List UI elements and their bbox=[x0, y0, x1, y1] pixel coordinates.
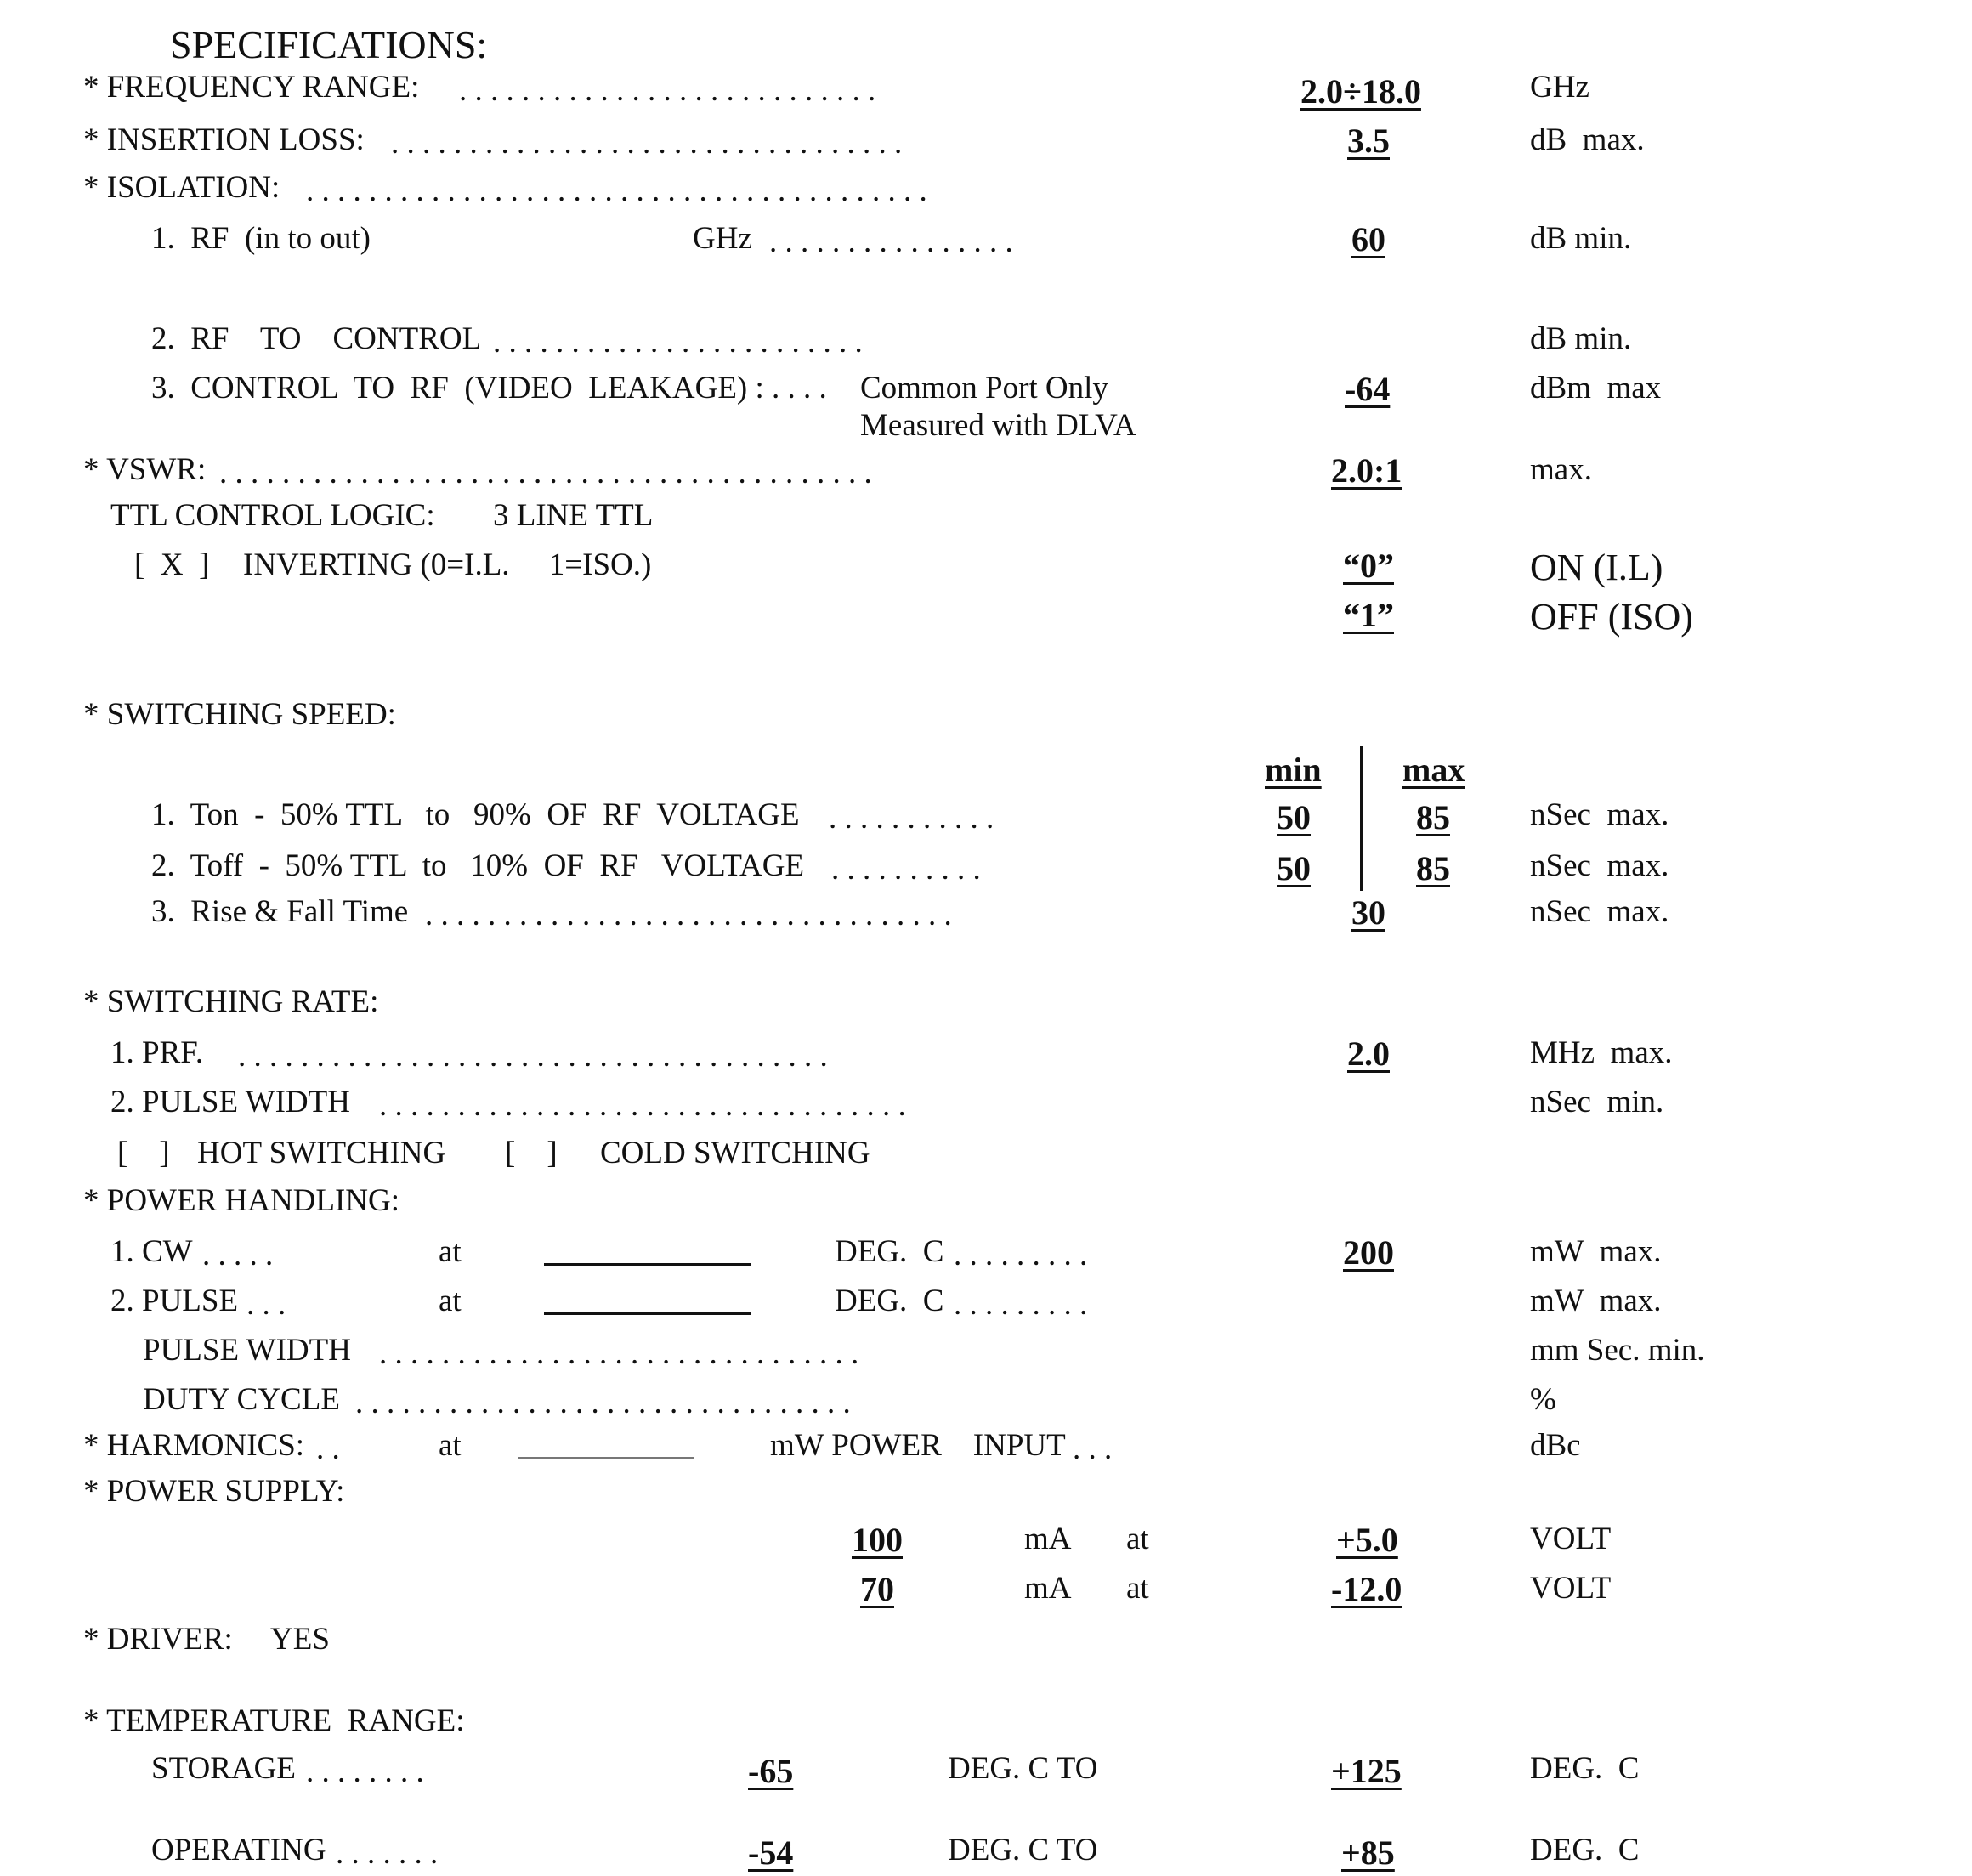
pulse-leader: . . . bbox=[246, 1287, 286, 1322]
duty-cycle-unit: % bbox=[1530, 1382, 1556, 1417]
operating-max: +85 bbox=[1341, 1833, 1395, 1872]
harmonics-at: at bbox=[439, 1428, 462, 1463]
cw-value: 200 bbox=[1343, 1233, 1394, 1272]
prf-label: 1. PRF. bbox=[110, 1035, 204, 1070]
hot-switching-label: HOT SWITCHING bbox=[197, 1136, 446, 1170]
temperature-range-label: * TEMPERATURE RANGE: bbox=[83, 1703, 465, 1738]
toff-label: 2. Toff - 50% TTL to 10% OF RF VOLTAGE bbox=[151, 848, 805, 883]
switching-speed-label: * SWITCHING SPEED: bbox=[83, 697, 396, 732]
isolation-control-to-rf-note-1: Common Port Only bbox=[860, 371, 1108, 405]
isolation-control-to-rf-note-2: Measured with DLVA bbox=[860, 408, 1136, 443]
ton-min: 50 bbox=[1277, 798, 1311, 836]
frequency-range-label: * FREQUENCY RANGE: bbox=[83, 70, 420, 105]
driver-value: YES bbox=[270, 1622, 330, 1657]
prf-leader: . . . . . . . . . . . . . . . . . . . . . . . . . . . . . . . . . . . . . . bbox=[238, 1039, 828, 1074]
ttl-control-logic-label: TTL CONTROL LOGIC: bbox=[110, 498, 435, 533]
toff-max: 85 bbox=[1416, 849, 1450, 887]
driver-label: * DRIVER: bbox=[83, 1622, 233, 1657]
isolation-rf-to-control-label: 2. RF TO CONTROL bbox=[151, 321, 482, 356]
power-supply-at-2: at bbox=[1126, 1571, 1149, 1606]
vswr-leader: . . . . . . . . . . . . . . . . . . . . . . . . . . . . . . . . . . . . . . . . . . bbox=[219, 456, 872, 490]
power-supply-voltage-2: -12.0 bbox=[1331, 1570, 1402, 1608]
pulse-label: 2. PULSE bbox=[110, 1284, 239, 1318]
switching-pulse-width-leader: . . . . . . . . . . . . . . . . . . . . . . . . . . . . . . . . . . bbox=[379, 1088, 906, 1123]
switching-rate-label: * SWITCHING RATE: bbox=[83, 984, 379, 1019]
cold-switching-checkbox: [ ] bbox=[505, 1136, 558, 1170]
power-pulse-width-leader: . . . . . . . . . . . . . . . . . . . . . . . . . . . . . . . bbox=[379, 1336, 859, 1371]
power-supply-unit-1: VOLT bbox=[1530, 1522, 1612, 1556]
isolation-control-to-rf-label: 3. CONTROL TO RF (VIDEO LEAKAGE) : . . . . bbox=[151, 371, 827, 405]
storage-min: -65 bbox=[748, 1752, 794, 1790]
insertion-loss-leader: . . . . . . . . . . . . . . . . . . . . . . . . . . . . . . . . . bbox=[391, 126, 903, 161]
ttl-one-state: OFF (ISO) bbox=[1530, 596, 1693, 638]
ttl-zero-value: “0” bbox=[1343, 547, 1394, 585]
power-pulse-width-label: PULSE WIDTH bbox=[143, 1333, 351, 1368]
rise-fall-value: 30 bbox=[1352, 893, 1386, 932]
rise-fall-leader: . . . . . . . . . . . . . . . . . . . . . . . . . . . . . . . . . . bbox=[425, 898, 952, 932]
harmonics-input-label: mW POWER INPUT bbox=[770, 1428, 1066, 1463]
ton-label: 1. Ton - 50% TTL to 90% OF RF VOLTAGE bbox=[151, 797, 800, 832]
isolation-rf-in-out-unit: dB min. bbox=[1530, 221, 1632, 256]
rise-fall-label: 3. Rise & Fall Time bbox=[151, 894, 409, 929]
isolation-label: * ISOLATION: bbox=[83, 170, 280, 205]
pulse-deg-leader: . . . . . . . . . bbox=[954, 1287, 1088, 1322]
power-handling-label: * POWER HANDLING: bbox=[83, 1183, 400, 1218]
harmonics-power-blank bbox=[518, 1457, 694, 1459]
storage-leader: . . . . . . . . bbox=[306, 1754, 424, 1789]
insertion-loss-value: 3.5 bbox=[1347, 122, 1390, 160]
duty-cycle-leader: . . . . . . . . . . . . . . . . . . . . . . . . . . . . . . . . bbox=[355, 1386, 851, 1420]
power-supply-voltage-1: +5.0 bbox=[1336, 1521, 1398, 1559]
insertion-loss-unit: dB max. bbox=[1530, 122, 1645, 157]
ttl-control-logic-value: 3 LINE TTL bbox=[493, 498, 654, 533]
cw-temperature-blank bbox=[544, 1263, 751, 1266]
power-supply-unit-2: VOLT bbox=[1530, 1571, 1612, 1606]
duty-cycle-label: DUTY CYCLE bbox=[143, 1382, 340, 1417]
power-supply-current-2: 70 bbox=[860, 1570, 894, 1608]
ton-leader: . . . . . . . . . . . bbox=[829, 801, 994, 836]
storage-label: STORAGE bbox=[151, 1751, 296, 1786]
hot-switching-checkbox: [ ] bbox=[117, 1136, 170, 1170]
storage-unit: DEG. C bbox=[1530, 1751, 1640, 1786]
harmonics-leader: . . bbox=[316, 1431, 340, 1466]
inverting-label: INVERTING (0=I.L. 1=ISO.) bbox=[243, 547, 652, 582]
isolation-rf-to-control-unit: dB min. bbox=[1530, 321, 1632, 356]
pulse-unit: mW max. bbox=[1530, 1284, 1662, 1318]
storage-max: +125 bbox=[1331, 1752, 1402, 1790]
isolation-rf-to-control-leader: . . . . . . . . . . . . . . . . . . . . . . . . bbox=[493, 325, 863, 360]
toff-unit: nSec max. bbox=[1530, 848, 1669, 883]
isolation-rf-in-out-value: 60 bbox=[1352, 220, 1386, 258]
page-title: SPECIFICATIONS: bbox=[170, 23, 488, 66]
ton-unit: nSec max. bbox=[1530, 797, 1669, 832]
ton-max: 85 bbox=[1416, 798, 1450, 836]
isolation-control-to-rf-unit: dBm max bbox=[1530, 371, 1662, 405]
switching-pulse-width-unit: nSec min. bbox=[1530, 1085, 1664, 1119]
operating-unit: DEG. C bbox=[1530, 1833, 1640, 1867]
harmonics-label: * HARMONICS: bbox=[83, 1428, 305, 1463]
toff-leader: . . . . . . . . . . bbox=[831, 852, 981, 887]
power-supply-current-1: 100 bbox=[852, 1521, 903, 1559]
power-supply-label: * POWER SUPPLY: bbox=[83, 1474, 345, 1509]
pulse-at: at bbox=[439, 1284, 462, 1318]
isolation-rf-in-out-label: 1. RF (in to out) bbox=[151, 221, 371, 256]
inverting-checkbox: [ X ] bbox=[134, 547, 210, 582]
prf-unit: MHz max. bbox=[1530, 1035, 1673, 1070]
min-max-divider bbox=[1360, 746, 1363, 891]
power-pulse-width-unit: mm Sec. min. bbox=[1530, 1333, 1705, 1368]
storage-to: DEG. C TO bbox=[948, 1751, 1098, 1786]
pulse-deg: DEG. C bbox=[835, 1284, 944, 1318]
frequency-range-unit: GHz bbox=[1530, 70, 1590, 105]
vswr-unit: max. bbox=[1530, 452, 1592, 487]
switching-pulse-width-label: 2. PULSE WIDTH bbox=[110, 1085, 350, 1119]
cw-leader: . . . . . bbox=[202, 1238, 274, 1272]
isolation-leader: . . . . . . . . . . . . . . . . . . . . . . . . . . . . . . . . . . . . . . . . bbox=[306, 173, 927, 208]
cw-deg-leader: . . . . . . . . . bbox=[954, 1238, 1088, 1272]
power-supply-at-1: at bbox=[1126, 1522, 1149, 1556]
insertion-loss-label: * INSERTION LOSS: bbox=[83, 122, 365, 157]
cw-deg: DEG. C bbox=[835, 1234, 944, 1269]
cold-switching-label: COLD SWITCHING bbox=[600, 1136, 870, 1170]
operating-leader: . . . . . . . bbox=[336, 1836, 439, 1871]
vswr-label: * VSWR: bbox=[83, 452, 207, 487]
cw-at: at bbox=[439, 1234, 462, 1269]
operating-min: -54 bbox=[748, 1833, 794, 1872]
operating-to: DEG. C TO bbox=[948, 1833, 1098, 1867]
ttl-one-value: “1” bbox=[1343, 596, 1394, 634]
isolation-control-to-rf-value: -64 bbox=[1345, 370, 1391, 408]
prf-value: 2.0 bbox=[1347, 1034, 1390, 1073]
switching-speed-max-header: max bbox=[1402, 751, 1465, 789]
toff-min: 50 bbox=[1277, 849, 1311, 887]
power-supply-ma-2: mA bbox=[1024, 1571, 1072, 1606]
cw-unit: mW max. bbox=[1530, 1234, 1662, 1269]
frequency-range-leader: . . . . . . . . . . . . . . . . . . . . . . . . . . . bbox=[459, 73, 876, 108]
harmonics-unit: dBc bbox=[1530, 1428, 1581, 1463]
power-supply-ma-1: mA bbox=[1024, 1522, 1072, 1556]
switching-speed-min-header: min bbox=[1265, 751, 1322, 789]
operating-label: OPERATING bbox=[151, 1833, 326, 1867]
harmonics-input-leader: . . . bbox=[1073, 1431, 1113, 1466]
ttl-zero-state: ON (I.L) bbox=[1530, 547, 1663, 588]
isolation-rf-in-out-leader: . . . . . . . . . . . . . . . . bbox=[769, 224, 1013, 259]
cw-label: 1. CW bbox=[110, 1234, 193, 1269]
pulse-temperature-blank bbox=[544, 1312, 751, 1315]
vswr-value: 2.0:1 bbox=[1331, 451, 1402, 490]
frequency-range-value: 2.0÷18.0 bbox=[1300, 72, 1421, 111]
isolation-rf-in-out-ghz: GHz bbox=[693, 221, 752, 256]
rise-fall-unit: nSec max. bbox=[1530, 894, 1669, 929]
